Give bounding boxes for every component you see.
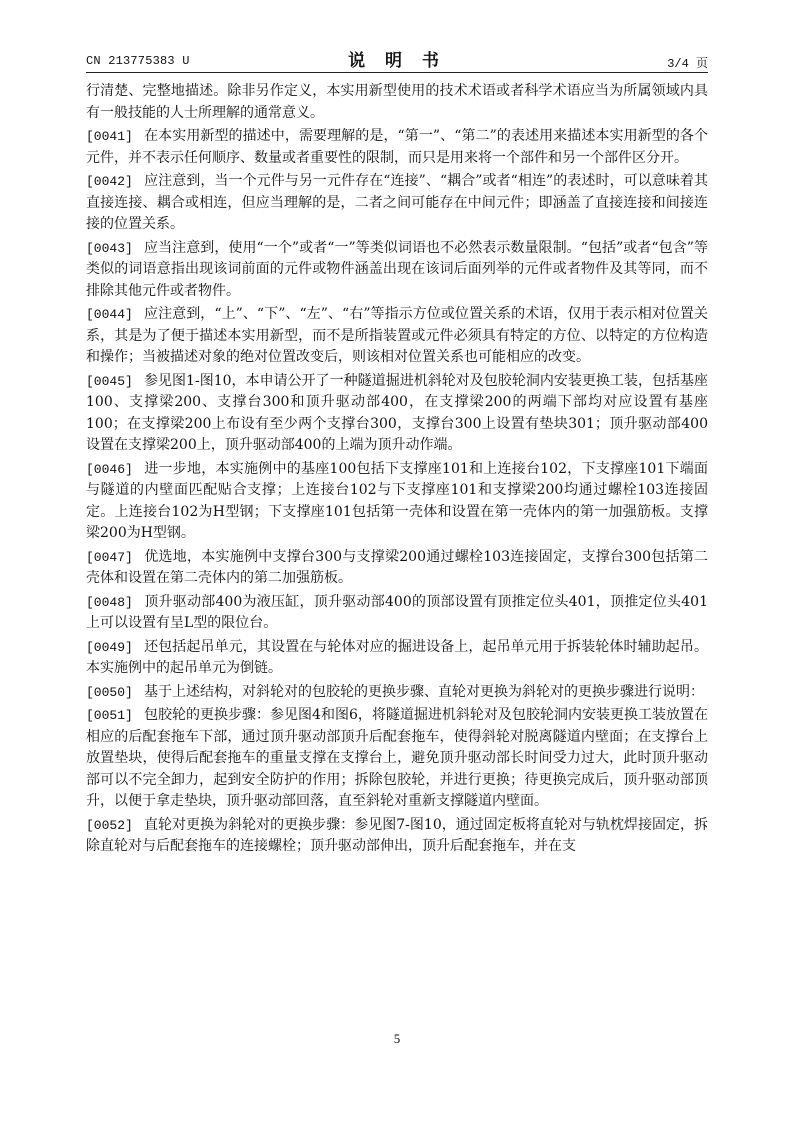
paragraph-number: [0043] — [86, 240, 133, 256]
paragraph-number: [0052] — [86, 817, 133, 833]
continuation-text: 行清楚、完整地描述。除非另作定义，本实用新型使用的技术术语或者科学术语应当为所属领域内具有一般技能的人士所理解的通常意义。 — [86, 83, 708, 121]
paragraph-0041 — [86, 126, 708, 169]
paragraph-text: 参见图1-图10，本申请公开了一种隧道掘进机斜轮对及包胶轮洞内安装更换工装，包括基座100、支撑梁200、支撑台300和顶升驱动部400，在支撑梁200的两端下部均对应设置有基座100；在支撑梁200上布设有至少两个支撑台300，支撑台300上设置有垫块301；顶升驱动部400设置在支撑梁200上，顶升驱动部400的上端为顶升动作端。 — [86, 372, 708, 453]
paragraph-text: 基于上述结构，对斜轮对的包胶轮的更换步骤、直轮对更换为斜轮对的更换步骤进行说明： — [144, 683, 704, 700]
publication-number: CN 213775383 U — [86, 54, 190, 68]
header-rule — [86, 72, 708, 73]
paragraph-text: 进一步地，本实施例中的基座100包括下支撑座101和上连接台102，下支撑座101下端面与隧道的内壁面匹配贴合支撑；上连接台102与下支撑座101和支撑梁200均通过螺栓103连接固定。上连接台102为H型钢；下支撑座101包括第一壳体和设置在第一壳体内的第一加强筋板。支撑梁200为H型钢。 — [86, 460, 708, 541]
page-indicator: 3/4 页 — [667, 57, 708, 71]
paragraph-number: [0046] — [86, 461, 133, 477]
paragraph-text: 优选地，本实施例中支撑台300与支撑梁200通过螺栓103连接固定，支撑台300包括第二壳体和设置在第二壳体内的第二加强筋板。 — [86, 548, 708, 586]
paragraph-0051 — [86, 705, 708, 813]
paragraph-0052 — [86, 815, 708, 858]
paragraph-text: 应注意到，“上”、“下”、“左”、“右”等指示方位或位置关系的术语，仅用于表示相对位置关系，其是为了便于描述本实用新型，而不是所指装置或元件必须具有特定的方位、以特定的方位构造和操作；当被描述对象的绝对位置改变后，则该相对位置关系也可能相应的改变。 — [86, 306, 708, 365]
paragraph-text: 直轮对更换为斜轮对的更换步骤：参见图7-图10，通过固定板将直轮对与轨枕焊接固定，拆除直轮对与后配套拖车的连接螺栓；顶升驱动部伸出，顶升后配套拖车，并在支 — [86, 816, 708, 854]
description-body — [86, 81, 708, 860]
page-number: 5 — [393, 1031, 401, 1046]
paragraph-number: [0041] — [86, 129, 133, 144]
paragraph-0045 — [86, 371, 708, 457]
paragraph-number: [0051] — [86, 708, 133, 723]
paragraph-text: 在本实用新型的描述中，需要理解的是，“第一”、“第二”的表述用来描述本实用新型的各个元件，并不表示任何顺序、数量或者重要性的限制，而只是用来将一个部件和另一个部件区分开。 — [86, 128, 708, 166]
paragraph-number: [0044] — [86, 307, 133, 322]
document-type-title: 说 明 书 — [348, 51, 446, 71]
paragraph-0046 — [86, 459, 708, 545]
paragraph-0047 — [86, 547, 708, 590]
paragraph-text: 应注意到，当一个元件与另一元件存在“连接”、“耦合”或者“相连”的表述时，可以意味着其直接连接、耦合或相连，但应当理解的是，二者之间可能存在中间元件；即涵盖了直接连接和间接连接的位置关系。 — [86, 173, 708, 232]
paragraph-number: [0050] — [86, 684, 133, 700]
paragraph-text: 顶升驱动部400为液压缸，顶升驱动部400的顶部设置有顶推定位头401，顶推定位头401上可以设置有呈L型的限位台。 — [86, 593, 708, 631]
paragraph-number: [0045] — [86, 373, 133, 389]
paragraph-number: [0049] — [86, 639, 133, 655]
paragraph-number: [0042] — [86, 174, 133, 189]
paragraph-0048 — [86, 592, 708, 635]
page-header — [86, 46, 708, 72]
paragraph-text: 应当注意到，使用“一个”或者“一”等类似词语也不必然表示数量限制。“包括”或者“包含”等类似的词语意指出现该词前面的元件或物件涵盖出现在该词后面列举的元件或者物件及其等同，而不排除其他元件或者物件。 — [86, 239, 708, 299]
paragraph-0050 — [86, 682, 708, 704]
paragraph-text: 包胶轮的更换步骤：参见图4和图6，将隧道掘进机斜轮对及包胶轮洞内安装更换工装放置在相应的后配套拖车下部，通过顶升驱动部顶升后配套拖车，使得斜轮对脱离隧道内壁面；在支撑台上放置垫块，使得后配套拖车的重量支撑在支撑台上，避免顶升驱动部长时间受力过大，此时顶升驱动部可以不完全卸力，起到安全防护的作用；拆除包胶轮，并进行更换；待更换完成后，顶升驱动部顶升，以便于拿走垫块，顶升驱动部回落，直至斜轮对重新支撑隧道内壁面。 — [86, 707, 708, 809]
paragraph-0043 — [86, 238, 708, 303]
paragraph-0049 — [86, 637, 708, 680]
paragraph-0044 — [86, 304, 708, 369]
paragraph-0042 — [86, 171, 708, 236]
paragraph-number: [0048] — [86, 594, 133, 610]
paragraph-text: 还包括起吊单元，其设置在与轮体对应的掘进设备上，起吊单元用于拆装轮体时辅助起吊。本实施例中的起吊单元为倒链。 — [86, 638, 708, 676]
paragraph-number: [0047] — [86, 549, 133, 565]
